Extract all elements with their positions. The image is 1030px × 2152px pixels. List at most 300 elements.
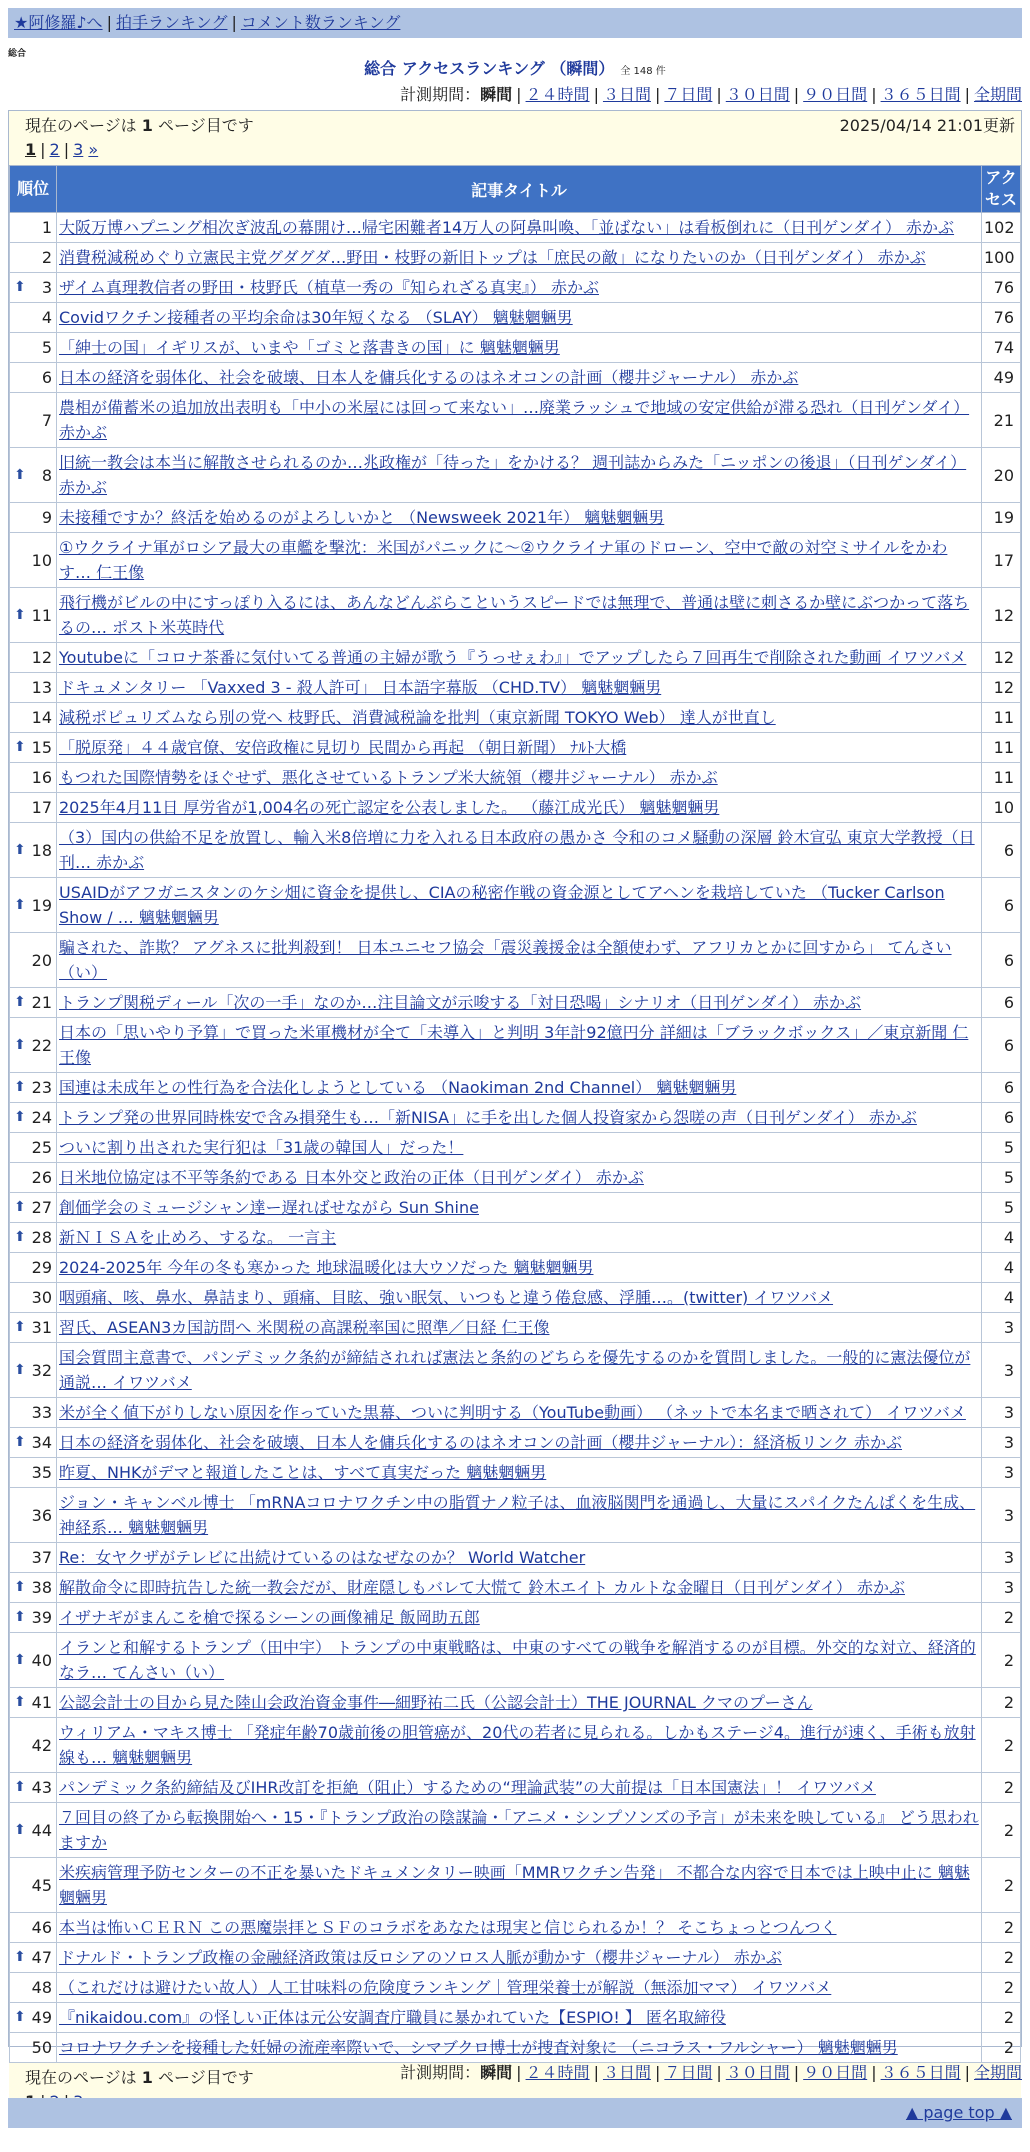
rank-up-arrow-icon: ⬆ xyxy=(14,1109,26,1125)
article-link[interactable]: 昨夏、NHKがデマと報道したことは、すべて真実だった 魑魅魍魎男 xyxy=(59,1463,547,1482)
table-row xyxy=(10,303,1021,333)
rank-up-arrow-icon: ⬆ xyxy=(14,1036,26,1053)
access-count: 11 xyxy=(982,733,1021,763)
period-option[interactable]: ７日間 xyxy=(664,2063,713,2082)
table-row xyxy=(10,1428,1021,1458)
table-row xyxy=(10,588,1021,643)
page-title-area xyxy=(8,58,1022,83)
article-link[interactable]: Re：女ヤクザがテレビに出続けているのはなぜなのか？ World Watcher xyxy=(59,1548,586,1567)
rank-up-arrow-icon: ⬆ xyxy=(14,1229,26,1245)
home-link[interactable]: ★阿修羅♪へ xyxy=(14,13,103,32)
rank-number: 19 xyxy=(31,895,52,915)
rank-number: 14 xyxy=(31,708,52,727)
article-link[interactable]: 国連は未成年との性行為を合法化しようとしている （Naokiman 2nd Channel） 魑魅魍魎男 xyxy=(59,1078,737,1097)
current-page-text: 現在のページは 1 ページ目です xyxy=(25,116,254,135)
article-link[interactable]: 「脱原発」４４歳官僚、安倍政権に見切り 民間から再起 （朝日新聞） ﾅﾙﾄ大橋 xyxy=(59,738,627,757)
access-count: 102 xyxy=(982,213,1021,243)
access-count: 2 xyxy=(982,1803,1021,1858)
title-cell xyxy=(57,763,982,793)
clap-ranking-link[interactable]: 拍手ランキング xyxy=(115,13,228,32)
period-option[interactable]: ３日間 xyxy=(602,2063,651,2082)
title-cell xyxy=(57,393,982,448)
table-row xyxy=(10,1603,1021,1633)
title-cell xyxy=(57,1343,982,1398)
rank-cell xyxy=(10,588,57,643)
access-count: 2 xyxy=(982,1858,1021,1913)
period-separator: | xyxy=(716,85,722,104)
period-option: 瞬間 xyxy=(480,2063,513,2082)
article-link[interactable]: 未接種ですか？終活を始めるのがよろしいかと （Newsweek 2021年） 魑魅魍魎男 xyxy=(59,508,665,527)
article-link[interactable]: ザイム真理教信者の野田・枝野氏（植草一秀の『知られざる真実』） 赤かぶ xyxy=(59,278,599,297)
title-cell xyxy=(57,733,982,763)
period-separator: | xyxy=(516,85,522,104)
title-cell xyxy=(57,1018,982,1073)
table-row xyxy=(10,1073,1021,1103)
rank-cell xyxy=(10,1283,57,1313)
rank-number: 36 xyxy=(31,1505,52,1525)
title-cell xyxy=(57,1858,982,1913)
access-count: 2 xyxy=(982,1773,1021,1803)
article-link[interactable]: （3）国内の供給不足を放置し、輸入米8倍増に力を入れる日本政府の愚かさ 令和のコメ騒動の深層 鈴木宣弘 東京大学教授（日刊… 赤かぶ xyxy=(59,828,975,872)
table-row xyxy=(10,533,1021,588)
rank-cell xyxy=(10,363,57,393)
rank-number: 23 xyxy=(31,1078,52,1097)
rank-up-arrow-icon: ⬆ xyxy=(14,994,26,1010)
article-link[interactable]: 創価学会のミュージシャン達ー遅ればせながら Sun Shine xyxy=(59,1198,479,1217)
article-link[interactable]: パンデミック条約締結及びIHR改訂を拒絶（阻止）するための“理論武装”の大前提は「日本国憲法」！ イワツバメ xyxy=(59,1778,876,1797)
period-separator: | xyxy=(516,2063,522,2082)
period-option[interactable]: ９０日間 xyxy=(803,85,868,104)
table-row xyxy=(10,1253,1021,1283)
access-count: 5 xyxy=(982,1133,1021,1163)
rank-cell xyxy=(10,1858,57,1913)
title-cell xyxy=(57,1688,982,1718)
period-separator: | xyxy=(593,2063,599,2082)
table-header-row xyxy=(10,166,1021,213)
rank-number: 48 xyxy=(31,1978,52,1997)
article-link[interactable]: 農相が備蓄米の追加放出表明も「中小の米屋には回って来ない」…廃業ラッシュで地域の安定供給が滞る恐れ（日刊ゲンダイ） 赤かぶ xyxy=(59,398,970,442)
rank-number: 5 xyxy=(41,338,52,357)
period-option[interactable]: 全期間 xyxy=(973,85,1022,104)
title-cell xyxy=(57,2003,982,2033)
title-cell xyxy=(57,1313,982,1343)
table-row xyxy=(10,1633,1021,1688)
article-link[interactable]: 咽頭痛、咳、鼻水、鼻詰まり、頭痛、目眩、強い眠気、いつもと違う倦怠感、浮腫…。(twitter) イワツバメ xyxy=(59,1288,834,1307)
table-row xyxy=(10,333,1021,363)
title-cell xyxy=(57,1253,982,1283)
access-count: 6 xyxy=(982,1018,1021,1073)
table-row xyxy=(10,823,1021,878)
period-option[interactable]: ２４時間 xyxy=(525,2063,590,2082)
period-label: 計測期間： xyxy=(400,2063,481,2082)
title-cell xyxy=(57,588,982,643)
period-option[interactable]: 全期間 xyxy=(973,2063,1022,2082)
article-link[interactable]: 2024-2025年 今年の冬も寒かった 地球温暖化は大ウソだった 魑魅魍魎男 xyxy=(59,1258,594,1277)
table-row xyxy=(10,733,1021,763)
comment-ranking-link[interactable]: コメント数ランキング xyxy=(240,13,401,32)
access-count: 6 xyxy=(982,878,1021,933)
access-count: 3 xyxy=(982,1343,1021,1398)
title-cell xyxy=(57,1488,982,1543)
page-links xyxy=(25,138,1005,162)
period-separator: | xyxy=(964,85,970,104)
access-count: 11 xyxy=(982,763,1021,793)
rank-cell xyxy=(10,1718,57,1773)
rank-up-arrow-icon: ⬆ xyxy=(14,466,26,483)
table-row xyxy=(10,503,1021,533)
current-page-link: 1 xyxy=(25,140,37,159)
period-separator: | xyxy=(871,2063,877,2082)
period-separator: | xyxy=(654,2063,661,2082)
table-row xyxy=(10,1943,1021,1973)
title-cell xyxy=(57,1073,982,1103)
rank-number: 40 xyxy=(31,1650,52,1670)
article-link[interactable]: 『nikaidou.com』の怪しい正体は元公安調査庁職員に暴かれていた【ESPIO! 】 匿名取締役 xyxy=(59,2008,726,2027)
rank-number: 25 xyxy=(31,1138,52,1157)
rank-cell xyxy=(10,1313,57,1343)
rank-number: 24 xyxy=(31,1108,52,1127)
access-count: 5 xyxy=(982,1163,1021,1193)
title-cell xyxy=(57,448,982,503)
rank-cell xyxy=(10,2033,57,2063)
rank-number: 9 xyxy=(41,508,52,527)
rank-cell xyxy=(10,1573,57,1603)
period-separator: | xyxy=(964,2063,970,2082)
access-count: 2 xyxy=(982,1718,1021,1773)
rank-cell xyxy=(10,1458,57,1488)
table-row xyxy=(10,2033,1021,2063)
rank-number: 30 xyxy=(31,1288,52,1307)
rank-number: 2 xyxy=(41,248,52,267)
rank-cell xyxy=(10,823,57,878)
title-cell xyxy=(57,303,982,333)
rank-cell xyxy=(10,643,57,673)
rank-cell xyxy=(10,1633,57,1688)
article-link[interactable]: イランと和解するトランプ（田中宇） トランプの中東戦略は、中東のすべての戦争を解消するのが目標。外交的な対立、経済的なラ… てんさい（い） xyxy=(59,1638,976,1682)
nav-separator: | xyxy=(106,13,112,32)
access-count: 6 xyxy=(982,823,1021,878)
article-link[interactable]: 解散命令に即時抗告した統一教会だが、財産隠しもバレて大慌て 鈴木エイト カルトな金曜日（日刊ゲンダイ） 赤かぶ xyxy=(59,1578,905,1597)
article-link[interactable]: ①ウクライナ軍がロシア最大の車艦を撃沈：米国がパニックに～②ウクライナ軍のドローン、空中で敵の対空ミサイルをかわす… 仁王像 xyxy=(59,538,948,582)
table-row xyxy=(10,1133,1021,1163)
rank-cell xyxy=(10,933,57,988)
title-cell xyxy=(57,793,982,823)
rank-cell xyxy=(10,2003,57,2033)
period-separator: | xyxy=(593,85,599,104)
period-option[interactable]: ３０日間 xyxy=(725,2063,790,2082)
access-count: 3 xyxy=(982,1573,1021,1603)
period-separator: | xyxy=(793,2063,800,2082)
rank-number: 7 xyxy=(41,410,52,430)
title-cell xyxy=(57,273,982,303)
item-count: 全 148 件 xyxy=(620,66,666,77)
rank-cell xyxy=(10,1193,57,1223)
article-link[interactable]: コロナワクチンを接種した妊婦の流産率際いで、シマブクロ博士が捜査対象に （ニコラス・フルシャー） 魑魅魍魎男 xyxy=(59,2038,898,2057)
footer-bar xyxy=(8,2098,1022,2128)
article-link[interactable]: ドキュメンタリー 「Vaxxed 3 - 殺人許可」 日本語字幕版 （CHD.TV） 魑魅魍魎男 xyxy=(59,678,662,697)
rank-up-arrow-icon: ⬆ xyxy=(14,1694,26,1710)
page-top-link[interactable]: ▲ page top ▲ xyxy=(905,2103,1012,2122)
rank-number: 16 xyxy=(31,768,52,787)
article-link[interactable]: 本当は怖いＣＥＲＮ この悪魔崇拝とＳＦのコラボをあなたは現実と信じられるか！？ そこちょっとつんつく xyxy=(59,1918,837,1937)
rank-cell xyxy=(10,303,57,333)
rank-number: 39 xyxy=(31,1608,52,1627)
period-option[interactable]: ３６５日間 xyxy=(880,2063,961,2082)
rank-cell xyxy=(10,733,57,763)
rank-number: 43 xyxy=(31,1778,52,1797)
access-count: 2 xyxy=(982,1943,1021,1973)
rank-up-arrow-icon: ⬆ xyxy=(14,1949,26,1965)
article-link[interactable]: 騙された、詐欺？ アグネスに批判殺到！ 日本ユニセフ協会「震災義援金は全額使わず、アフリカとかに回すから」 てんさい（い） xyxy=(59,938,952,982)
access-count: 2 xyxy=(982,2033,1021,2063)
article-link[interactable]: ７回目の終了から転換開始へ・15・『トランプ政治の陰謀論・「アニメ・シンプソンズの予言」が未来を映している』 どう思われますか xyxy=(59,1808,979,1852)
title-cell xyxy=(57,933,982,988)
table-row xyxy=(10,1913,1021,1943)
rank-cell xyxy=(10,1603,57,1633)
article-link[interactable]: 減税ポピュリズムなら別の党へ 枝野氏、消費減税論を批判（東京新聞 TOKYO Web） 達人が世直し xyxy=(59,708,776,727)
title-cell xyxy=(57,363,982,393)
article-link[interactable]: Youtubeに「コロナ茶番に気付いてる普通の主婦が歌う『うっせぇわ』」でアップしたら７回再生で削除された動画 イワツバメ xyxy=(59,648,967,667)
rank-number: 49 xyxy=(31,2008,52,2027)
category-label: 総合 xyxy=(8,49,27,59)
access-count: 17 xyxy=(982,533,1021,588)
article-link[interactable]: 旧統一教会は本当に解散させられるのか…兆政権が「待った」をかける？ 週刊誌からみた「ニッポンの後退」（日刊ゲンダイ） 赤かぶ xyxy=(59,453,967,497)
rank-number: 15 xyxy=(31,738,52,757)
access-count: 2 xyxy=(982,1973,1021,2003)
article-link[interactable]: 習氏、ASEAN3カ国訪問へ 米関税の高課税率国に照準／日経 仁王像 xyxy=(59,1318,550,1337)
access-count: 3 xyxy=(982,1313,1021,1343)
rank-cell xyxy=(10,393,57,448)
table-row xyxy=(10,363,1021,393)
title-header: 記事タイトル xyxy=(57,166,982,213)
table-row xyxy=(10,393,1021,448)
title-cell xyxy=(57,988,982,1018)
rank-cell xyxy=(10,1973,57,2003)
table-row xyxy=(10,1193,1021,1223)
access-count: 12 xyxy=(982,673,1021,703)
rank-number: 47 xyxy=(31,1948,52,1967)
title-cell xyxy=(57,1718,982,1773)
article-link[interactable]: 日本の経済を弱体化、社会を破壊、日本人を傭兵化するのはネオコンの計画（櫻井ジャーナル）：経済板リンク 赤かぶ xyxy=(59,1433,903,1452)
table-row xyxy=(10,1773,1021,1803)
access-count: 2 xyxy=(982,1913,1021,1943)
table-row xyxy=(10,1103,1021,1133)
table-row xyxy=(10,1223,1021,1253)
period-separator: | xyxy=(654,85,661,104)
table-row xyxy=(10,643,1021,673)
access-count: 3 xyxy=(982,1488,1021,1543)
table-row xyxy=(10,1458,1021,1488)
period-option[interactable]: ７日間 xyxy=(664,85,713,104)
rank-up-arrow-icon: ⬆ xyxy=(14,1821,26,1838)
access-count: 3 xyxy=(982,1458,1021,1488)
updated-timestamp: 2025/04/14 21:01更新 xyxy=(839,116,1015,135)
period-separator: | xyxy=(871,85,877,104)
access-count: 4 xyxy=(982,1253,1021,1283)
article-link[interactable]: 飛行機がビルの中にすっぽり入るには、あんなどんぶらこというスピードでは無理で、普通は壁に刺さるか壁にぶつかって落ちるの… ポスト米英時代 xyxy=(59,593,970,637)
table-row xyxy=(10,673,1021,703)
table-row xyxy=(10,1803,1021,1858)
rank-cell xyxy=(10,1343,57,1398)
article-link[interactable]: 2025年4月11日 厚労省が1,004名の死亡認定を公表しました。 （藤江成光氏） 魑魅魍魎男 xyxy=(59,798,720,817)
table-row xyxy=(10,793,1021,823)
rank-number: 3 xyxy=(41,278,52,297)
rank-number: 27 xyxy=(31,1198,52,1217)
access-count: 3 xyxy=(982,1543,1021,1573)
title-cell xyxy=(57,1133,982,1163)
access-count: 6 xyxy=(982,1073,1021,1103)
rank-cell xyxy=(10,763,57,793)
table-row xyxy=(10,1398,1021,1428)
rank-number: 34 xyxy=(31,1433,52,1452)
period-selector-bottom xyxy=(400,2062,1022,2084)
article-link[interactable]: Covidワクチン接種者の平均余命は30年短くなる （SLAY） 魑魅魍魎男 xyxy=(59,308,573,327)
rank-cell xyxy=(10,213,57,243)
title-cell xyxy=(57,1193,982,1223)
period-option[interactable]: ３日間 xyxy=(602,85,651,104)
rank-cell xyxy=(10,703,57,733)
rank-up-arrow-icon: ⬆ xyxy=(14,1579,26,1595)
period-option[interactable]: ９０日間 xyxy=(803,2063,868,2082)
article-link[interactable]: 日米地位協定は不平等条約である 日本外交と政治の正体（日刊ゲンダイ） 赤かぶ xyxy=(59,1168,644,1187)
period-selector-top xyxy=(400,84,1022,106)
access-count: 12 xyxy=(982,643,1021,673)
access-count: 6 xyxy=(982,933,1021,988)
access-header: アクセス xyxy=(982,166,1021,213)
period-separator: | xyxy=(716,2063,722,2082)
title-cell xyxy=(57,1163,982,1193)
access-count: 4 xyxy=(982,1223,1021,1253)
next-page-link[interactable]: » xyxy=(88,140,99,159)
article-link[interactable]: 公認会計士の目から見た陸山会政治資金事件―細野祐二氏（公認会計士）THE JOURNAL クマのプーさん xyxy=(59,1693,813,1712)
page-link[interactable]: 2 xyxy=(49,140,60,159)
rank-number: 45 xyxy=(31,1875,52,1895)
table-row xyxy=(10,1488,1021,1543)
rank-number: 37 xyxy=(31,1548,52,1567)
article-link[interactable]: もつれた国際情勢をほぐせず、悪化させているトランプ米大統領（櫻井ジャーナル） 赤かぶ xyxy=(59,768,718,787)
table-row xyxy=(10,1283,1021,1313)
article-link[interactable]: トランプ関税ディール「次の一手」なのか…注目論文が示唆する「対日恐喝」シナリオ（日刊ゲンダイ） 赤かぶ xyxy=(59,993,862,1012)
title-cell xyxy=(57,1543,982,1573)
access-count: 2 xyxy=(982,1633,1021,1688)
period-option[interactable]: ２４時間 xyxy=(525,85,590,104)
rank-up-arrow-icon: ⬆ xyxy=(14,2009,26,2025)
article-link[interactable]: ウィリアム・マキス博士 「発症年齢70歳前後の胆管癌が、20代の若者に見られる。しかもステージ4。進行が速く、手術も放射線も… 魑魅魍魎男 xyxy=(59,1723,976,1767)
page-separator: | xyxy=(40,140,46,159)
page-link[interactable]: 3 xyxy=(73,140,84,159)
access-count: 10 xyxy=(982,793,1021,823)
pager-top xyxy=(9,111,1021,165)
table-row xyxy=(10,933,1021,988)
rank-number: 22 xyxy=(31,1035,52,1055)
rank-cell xyxy=(10,988,57,1018)
title-cell xyxy=(57,878,982,933)
table-row xyxy=(10,448,1021,503)
article-link[interactable]: 国会質問主意書で、パンデミック条約が締結されれば憲法と条約のどちらを優先するのかを質問しました。一般的に憲法優位が通説… イワツバメ xyxy=(59,1348,971,1392)
table-row xyxy=(10,1688,1021,1718)
article-link[interactable]: 大阪万博ハプニング相次ぎ波乱の幕開け…帰宅困難者14万人の阿鼻叫喚、「並ばない」は看板倒れに（日刊ゲンダイ） 赤かぶ xyxy=(59,218,955,237)
rank-cell xyxy=(10,243,57,273)
access-count: 4 xyxy=(982,1283,1021,1313)
table-row xyxy=(10,763,1021,793)
rank-cell xyxy=(10,1773,57,1803)
rank-up-arrow-icon: ⬆ xyxy=(14,1199,26,1215)
title-cell xyxy=(57,1943,982,1973)
rank-number: 46 xyxy=(31,1918,52,1937)
article-link[interactable]: ドナルド・トランプ政権の金融経済政策は反ロシアのソロス人脈が動かす（櫻井ジャーナル） 赤かぶ xyxy=(59,1948,782,1967)
article-link[interactable]: 新ＮＩＳＡを止めろ、するな。 一言主 xyxy=(59,1228,337,1247)
rank-number: 20 xyxy=(31,950,52,970)
rank-number: 26 xyxy=(31,1168,52,1187)
rank-cell xyxy=(10,673,57,703)
title-cell xyxy=(57,1398,982,1428)
article-link[interactable]: ついに割り出された実行犯は「31歳の韓国人」だった！ xyxy=(59,1138,464,1157)
access-count: 100 xyxy=(982,243,1021,273)
rank-number: 18 xyxy=(31,840,52,860)
rank-cell xyxy=(10,1543,57,1573)
article-link[interactable]: 米疾病管理予防センターの不正を暴いたドキュメンタリー映画「MMRワクチン告発」 不都合な内容で日本では上映中止に 魑魅魍魎男 xyxy=(59,1863,970,1907)
rank-cell xyxy=(10,533,57,588)
table-row xyxy=(10,1973,1021,2003)
page-separator: | xyxy=(63,140,70,159)
table-row xyxy=(10,1018,1021,1073)
title-cell xyxy=(57,643,982,673)
rank-cell xyxy=(10,333,57,363)
table-row xyxy=(10,1313,1021,1343)
rank-cell xyxy=(10,1943,57,1973)
rank-number: 1 xyxy=(41,218,52,237)
article-link[interactable]: ジョン・キャンベル博士 「mRNAコロナワクチン中の脂質ナノ粒子は、血液脳関門を通過し、大量にスパイクたんぱくを生成、神経系… 魑魅魍魎男 xyxy=(59,1493,976,1537)
rank-cell xyxy=(10,1133,57,1163)
article-link[interactable]: 日本の「思いやり予算」で買った米軍機材が全て「未導入」と判明 3年計92億円分 詳細は「ブラックボックス」／東京新聞 仁王像 xyxy=(59,1023,969,1067)
access-count: 2 xyxy=(982,2003,1021,2033)
access-count: 76 xyxy=(982,273,1021,303)
article-link[interactable]: 日本の経済を弱体化、社会を破壊、日本人を傭兵化するのはネオコンの計画（櫻井ジャーナル） 赤かぶ xyxy=(59,368,799,387)
access-count: 2 xyxy=(982,1603,1021,1633)
period-label: 計測期間： xyxy=(400,85,481,104)
access-count: 2 xyxy=(982,1688,1021,1718)
rank-cell xyxy=(10,1398,57,1428)
article-link[interactable]: イザナギがまんこを槍で探るシーンの画像補足 飯岡助五郎 xyxy=(59,1608,480,1627)
rank-number: 38 xyxy=(31,1578,52,1597)
article-link[interactable]: 「紳士の国」イギリスが、いまや「ゴミと落書きの国」に 魑魅魍魎男 xyxy=(59,338,560,357)
rank-number: 31 xyxy=(31,1318,52,1337)
period-option[interactable]: ３０日間 xyxy=(725,85,790,104)
rank-number: 4 xyxy=(41,308,52,327)
access-count: 3 xyxy=(982,1398,1021,1428)
rank-number: 17 xyxy=(31,798,52,817)
period-option[interactable]: ３６５日間 xyxy=(880,85,961,104)
table-row xyxy=(10,213,1021,243)
access-count: 19 xyxy=(982,503,1021,533)
rank-number: 35 xyxy=(31,1463,52,1482)
article-link[interactable]: （これだけは避けたい故人）人工甘味料の危険度ランキング｜管理栄養士が解説（無添加ママ） イワツバメ xyxy=(59,1978,832,1997)
article-link[interactable]: 米が全く値下がりしない原因を作っていた黒幕、ついに判明する（YouTube動画） （ネットで本名まで晒されて） イワツバメ xyxy=(59,1403,966,1422)
rank-number: 44 xyxy=(31,1820,52,1840)
article-link[interactable]: USAIDがアフガニスタンのケシ畑に資金を提供し、CIAの秘密作戦の資金源としてアヘンを栽培していた （Tucker Carlson Show / … 魑魅魍魎男 xyxy=(59,883,945,927)
rank-up-arrow-icon: ⬆ xyxy=(14,1361,26,1378)
title-cell xyxy=(57,1458,982,1488)
rank-number: 8 xyxy=(41,465,52,485)
page-title: 総合 アクセスランキング （瞬間） xyxy=(364,59,615,78)
table-row xyxy=(10,878,1021,933)
title-cell xyxy=(57,1973,982,2003)
article-link[interactable]: 消費税減税めぐり立憲民主党グダグダ…野田・枝野の新旧トップは「庶民の敵」になりたいのか（日刊ゲンダイ） 赤かぶ xyxy=(59,248,926,267)
rank-up-arrow-icon: ⬆ xyxy=(14,1651,26,1668)
title-cell xyxy=(57,1633,982,1688)
table-row xyxy=(10,273,1021,303)
article-link[interactable]: トランプ発の世界同時株安で含み損発生も…「新NISA」に手を出した個人投資家から怨嗟の声（日刊ゲンダイ） 赤かぶ xyxy=(59,1108,917,1127)
